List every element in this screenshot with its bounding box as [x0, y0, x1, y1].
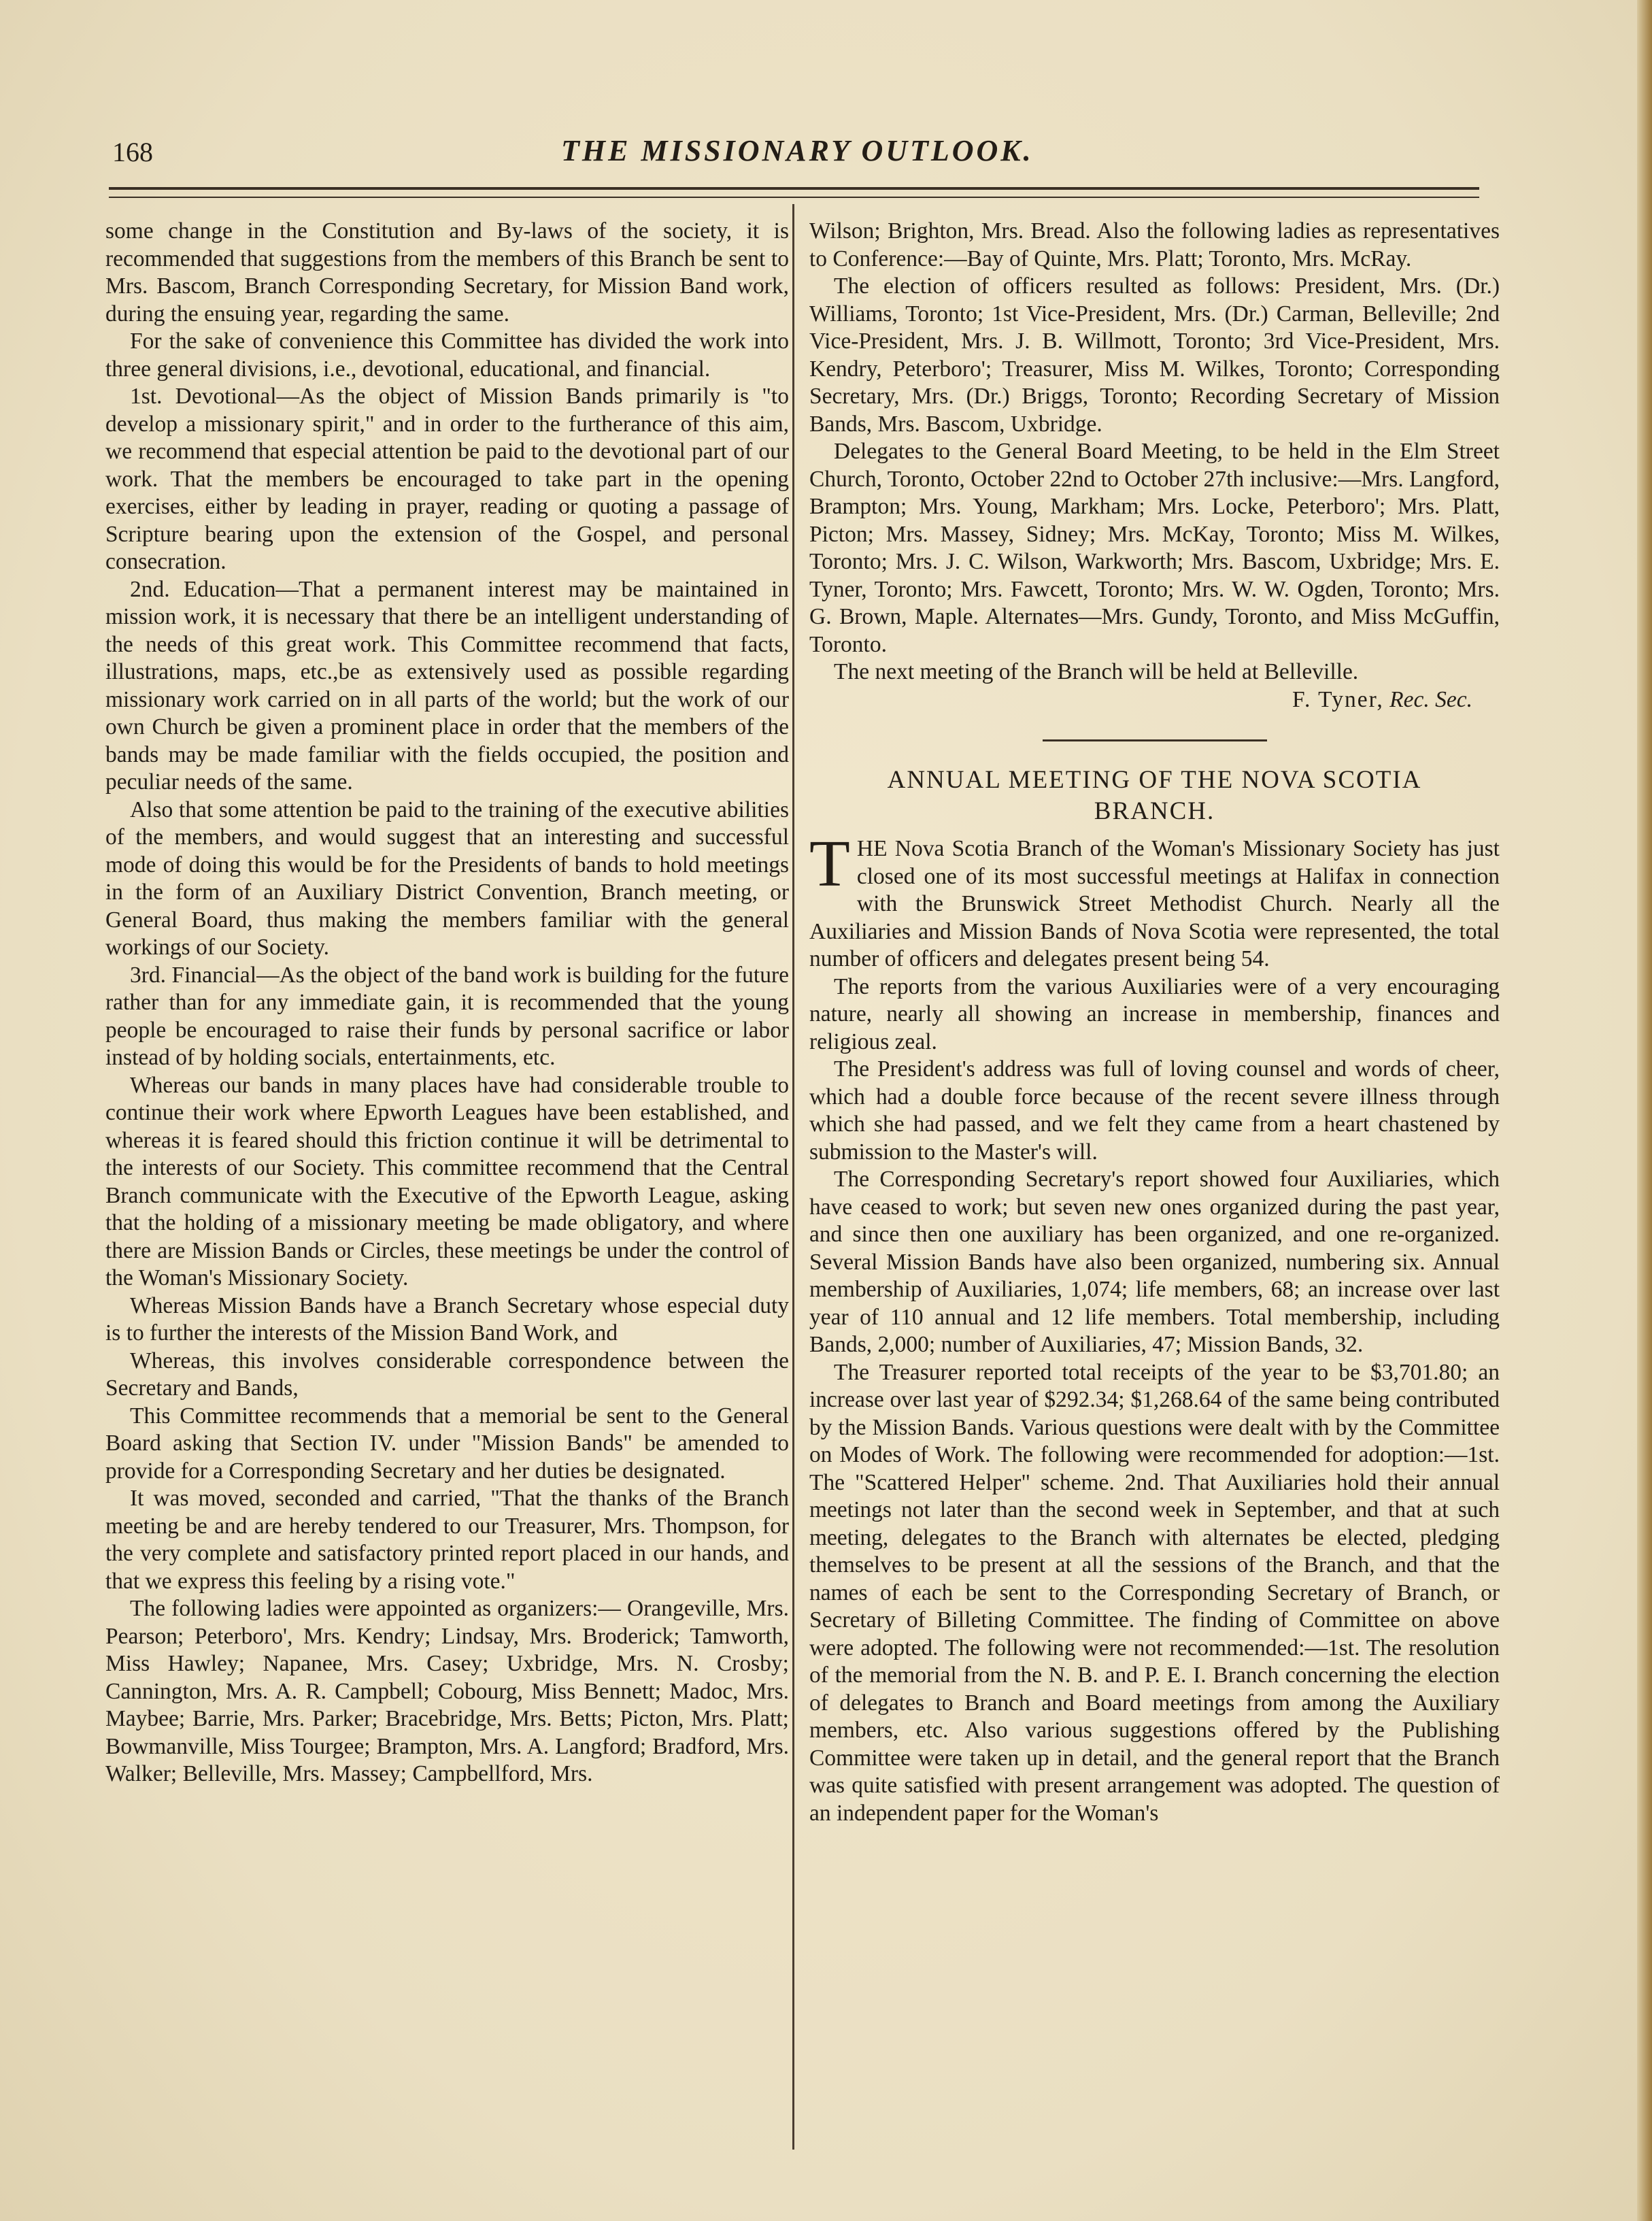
- paragraph: The following ladies were appointed as organizers:— Orangeville, Mrs. Pearson; Peterboro', Mrs. Kendry; Lindsay, Mrs. Broderick; Tamworth, Miss Hawley; Napanee, Mrs. Casey; Uxbridge, Mrs. N. Crosby; Cannington, Mrs. A. R. Campbell; Cobourg, Miss Bennett; Madoc, Mrs. Maybee; Barrie, Mrs. Parker; Bracebridge, Mrs. Betts; Picton, Mrs. Platt; Bowmanville, Miss Tourgee; Brampton, Mrs. A. Langford; Bradford, Mrs. Walker; Belleville, Mrs. Massey; Campbellford, Mrs.: [105, 1596, 789, 1786]
- left-column: [105, 218, 789, 1788]
- paragraph: 3rd. Financial—As the object of the band work is building for the future rather than for any immediate gain, it is recommended that the young people be encouraged to raise their funds by personal sacrifice or labor instead of by holding socials, entertainments, etc.: [105, 962, 789, 1070]
- paragraph: The President's address was full of loving counsel and words of cheer, which had a double force because of the recent severe illness through which she had passed, and we felt they came from a heart chastened by submission to the Master's will.: [809, 1056, 1500, 1165]
- page-edge: [1637, 0, 1652, 2221]
- section-heading-line1: ANNUAL MEETING OF THE NOVA SCOTIA: [887, 766, 1422, 794]
- running-title: THE MISSIONARY OUTLOOK.: [561, 134, 1034, 167]
- paragraph: 2nd. Education—That a permanent interest may be maintained in mission work, it is necessary that there be an intelligent understanding of the needs of this great work. This Committee recommend that facts, illustrations, maps, etc.,be as extensively used as possible regarding missionary work carried on in all parts of the world; but the work of our own Church be given a prominent place in order that the members of the bands may be made familiar with the fields occupied, the position and peculiar needs of the same.: [105, 576, 789, 795]
- paragraph: The Treasurer reported total receipts of the year to be $3,701.80; an increase over last year of $292.34; $1,268.64 of the same being contributed by the Mission Bands. Various questions were dealt with by the Committee on Modes of Work. The following were recommended for adoption:—1st. The "Scattered Helper" scheme. 2nd. That Auxiliaries hold their annual meetings not later than the second week in September, and that at such meeting, delegates to the Branch with alternates be elected, pledging themselves to be present at all the sessions of the Branch, and that the names of each be sent to the Corresponding Secretary of Branch, or Secretary of Billeting Committee. The finding of Committee on above were adopted. The following were not recommended:—1st. The resolution of the memorial from the N. B. and P. E. I. Branch concerning the election of delegates to Branch and Board meetings from among the Auxiliary members, etc. Also various suggestions offered by the Publishing Committee were taken up in detail, and the general report that the Branch was quite satisfied with present arrangement was adopted. The question of an independent paper for the Woman's: [809, 1359, 1500, 1826]
- paragraph: It was moved, seconded and carried, "That the thanks of the Branch meeting be and are hereby tendered to our Treasurer, Mrs. Thompson, for the very complete and satisfactory printed report placed in our hands, and that we express this feeling by a rising vote.": [105, 1486, 789, 1594]
- paragraph: Whereas our bands in many places have had considerable trouble to continue their work where Epworth Leagues have been established, and whereas it is feared should this friction continue it will be detrimental to the interests of our Society. This committee recommend that the Central Branch communicate with the Executive of the Epworth League, asking that the holding of a missionary meeting be made obligatory, and where there are Mission Bands or Circles, these meetings be under the control of the Woman's Missionary Society.: [105, 1072, 789, 1290]
- paragraph: The election of officers resulted as follows: President, Mrs. (Dr.) Williams, Toronto; 1st Vice-President, Mrs. (Dr.) Carman, Belleville; 2nd Vice-President, Mrs. J. B. Willmott, Toronto; 3rd Vice-President, Mrs. Kendry, Peterboro'; Treasurer, Miss M. Wilkes, Toronto; Corresponding Secretary, Mrs. (Dr.) Briggs, Toronto; Recording Secretary of Mission Bands, Mrs. Bascom, Uxbridge.: [809, 273, 1500, 437]
- signature-name: F. Tyner,: [1292, 686, 1384, 712]
- lead-paragraph: [809, 827, 1500, 973]
- paragraph: Whereas Mission Bands have a Branch Secretary whose especial duty is to further the interests of the Mission Band Work, and: [105, 1292, 789, 1346]
- paragraph: For the sake of convenience this Committee has divided the work into three general divisions, i.e., devotional, educational, and financial.: [105, 329, 789, 382]
- section-heading: [809, 765, 1500, 827]
- signature-role: Rec. Sec.: [1389, 686, 1472, 712]
- paragraph: Whereas, this involves considerable correspondence between the Secretary and Bands,: [105, 1348, 789, 1401]
- signature: [809, 686, 1500, 714]
- header-rule: [109, 187, 1479, 198]
- right-column: [809, 218, 1500, 1827]
- paragraph: This Committee recommends that a memorial be sent to the General Board asking that Section IV. under "Mission Bands" be amended to provide for a Corresponding Secretary and her duties be designated.: [105, 1403, 789, 1484]
- lead-paragraph-text: HE Nova Scotia Branch of the Woman's Missionary Society has just closed one of its most successful meetings at Halifax in connection with the Brunswick Street Methodist Church. Nearly all the Auxiliaries and Mission Bands of Nova Scotia were represented, the total number of officers and delegates present being 54.: [809, 836, 1500, 971]
- paragraph: Also that some attention be paid to the training of the executive abilities of the members, and would suggest that an interesting and successful mode of doing this would be for the Presidents of bands to hold meetings in the form of an Auxiliary District Convention, Branch meeting, or General Board, thus making the members familiar with the general workings of our Society.: [105, 797, 789, 960]
- section-rule: [1043, 739, 1267, 741]
- drop-cap: T: [809, 827, 850, 901]
- paragraph: Wilson; Brighton, Mrs. Bread. Also the following ladies as representatives to Conference:—Bay of Quinte, Mrs. Platt; Toronto, Mrs. McRay.: [809, 218, 1500, 271]
- paragraph: The Corresponding Secretary's report showed four Auxiliaries, which have ceased to work; but seven new ones organized during the past year, and since then one auxiliary has been organized, and one re-organized. Several Mission Bands have also been organized, numbering six. Annual membership of Auxiliaries, 1,074; life members, 68; an increase over last year of 110 annual and 12 life members. Total membership, including Bands, 2,000; number of Auxiliaries, 47; Mission Bands, 32.: [809, 1167, 1500, 1357]
- page-number: 168: [112, 137, 153, 167]
- paragraph: The reports from the various Auxiliaries were of a very encouraging nature, nearly all showing an increase in membership, finances and religious zeal.: [809, 973, 1500, 1054]
- section-heading-line2: BRANCH.: [1094, 797, 1215, 825]
- paragraph: some change in the Constitution and By-laws of the society, it is recommended that suggestions from the members of this Branch be sent to Mrs. Bascom, Branch Corresponding Secretary, for Mission Band work, during the ensuing year, regarding the same.: [105, 218, 789, 327]
- page-header: [112, 136, 1466, 177]
- column-divider: [792, 204, 794, 2150]
- paragraph: The next meeting of the Branch will be held at Belleville.: [834, 659, 1359, 684]
- paragraph: 1st. Devotional—As the object of Mission Bands primarily is "to develop a missionary spirit," and in order to the furtherance of this aim, we recommend that especial attention be paid to the devotional part of our work. That the members be encouraged to take part in the opening exercises, either by leading in prayer, reading or quoting a passage of Scripture bearing upon the extension of the Gospel, and personal consecration.: [105, 384, 789, 574]
- paragraph: Delegates to the General Board Meeting, to be held in the Elm Street Church, Toronto, October 22nd to October 27th inclusive:—Mrs. Langford, Brampton; Mrs. Young, Markham; Mrs. Locke, Peterboro'; Mrs. Platt, Picton; Mrs. Massey, Sidney; Mrs. McKay, Toronto; Miss M. Wilkes, Toronto; Mrs. J. C. Wilson, Warkworth; Mrs. Bascom, Uxbridge; Mrs. E. Tyner, Toronto; Mrs. Fawcett, Toronto; Mrs. W. W. Ogden, Toronto; Mrs. G. Brown, Maple. Alternates—Mrs. Gundy, Toronto, and Miss McGuffin, Toronto.: [809, 439, 1500, 657]
